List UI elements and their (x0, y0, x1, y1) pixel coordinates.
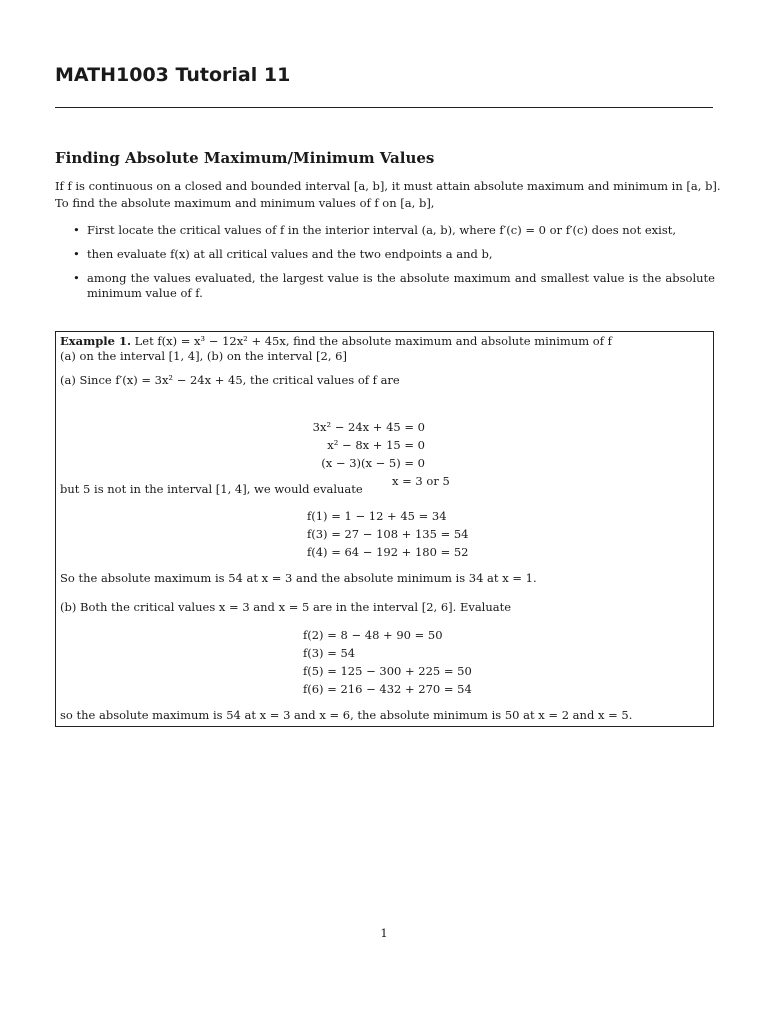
list-item: • First locate the critical values of f in the interior interval (a, b), where f′(c) = 0 or f′(c) does not exist, (73, 223, 677, 237)
part-a-conclusion: So the absolute maximum is 54 at x = 3 and the absolute minimum is 34 at x = 1. (60, 571, 537, 585)
evaluation-line: f(3) = 27 − 108 + 135 = 54 (307, 527, 469, 541)
example-label: Example 1. (60, 334, 131, 348)
bullet-icon: • (73, 247, 80, 261)
section-title: Finding Absolute Maximum/Minimum Values (55, 149, 435, 167)
part-b-conclusion: so the absolute maximum is 54 at x = 3 and x = 6, the absolute minimum is 50 at x = 2 and x = 5. (60, 708, 633, 722)
equation-line: x² − 8x + 15 = 0 (327, 438, 425, 452)
page-title: MATH1003 Tutorial 11 (55, 64, 291, 86)
example-statement: Let f(x) = x³ − 12x² + 45x, find the absolute maximum and absolute minimum of f (134, 334, 612, 348)
header-rule (55, 107, 713, 108)
part-a-intro: (a) Since f′(x) = 3x² − 24x + 45, the critical values of f are (60, 373, 400, 387)
example-box (55, 331, 714, 727)
method-list (70, 223, 715, 310)
evaluation-line: f(5) = 125 − 300 + 225 = 50 (303, 664, 472, 678)
bullet-icon: • (73, 223, 80, 237)
evaluation-line: f(2) = 8 − 48 + 90 = 50 (303, 628, 443, 642)
evaluation-line: f(6) = 216 − 432 + 270 = 54 (303, 682, 472, 696)
list-item: • then evaluate f(x) at all critical values and the two endpoints a and b, (73, 247, 493, 261)
example-statement-line (60, 334, 612, 349)
evaluation-line: f(3) = 54 (303, 646, 356, 660)
list-item: • among the values evaluated, the largest value is the absolute maximum and smallest value is the absolute minimum value of f. (73, 271, 715, 300)
evaluation-line: f(4) = 64 − 192 + 180 = 52 (307, 545, 469, 559)
equation-line: 3x² − 24x + 45 = 0 (312, 420, 425, 434)
part-b-intro: (b) Both the critical values x = 3 and x = 5 are in the interval [2, 6]. Evaluate (60, 600, 512, 614)
bullet-icon: • (73, 271, 80, 285)
page-number: 1 (380, 926, 388, 940)
equation-line: x = 3 or 5 (392, 474, 450, 488)
intro-line-2: To find the absolute maximum and minimum values of f on [a, b], (55, 196, 435, 210)
evaluation-line: f(1) = 1 − 12 + 45 = 34 (307, 509, 447, 523)
example-parts: (a) on the interval [1, 4], (b) on the interval [2, 6] (60, 349, 347, 363)
intro-line-1: If f is continuous on a closed and bounded interval [a, b], it must attain absolute maximum and minimum in [a, b]. (55, 179, 721, 193)
equation-line: (x − 3)(x − 5) = 0 (321, 456, 425, 470)
part-a-note: but 5 is not in the interval [1, 4], we would evaluate (60, 482, 363, 496)
